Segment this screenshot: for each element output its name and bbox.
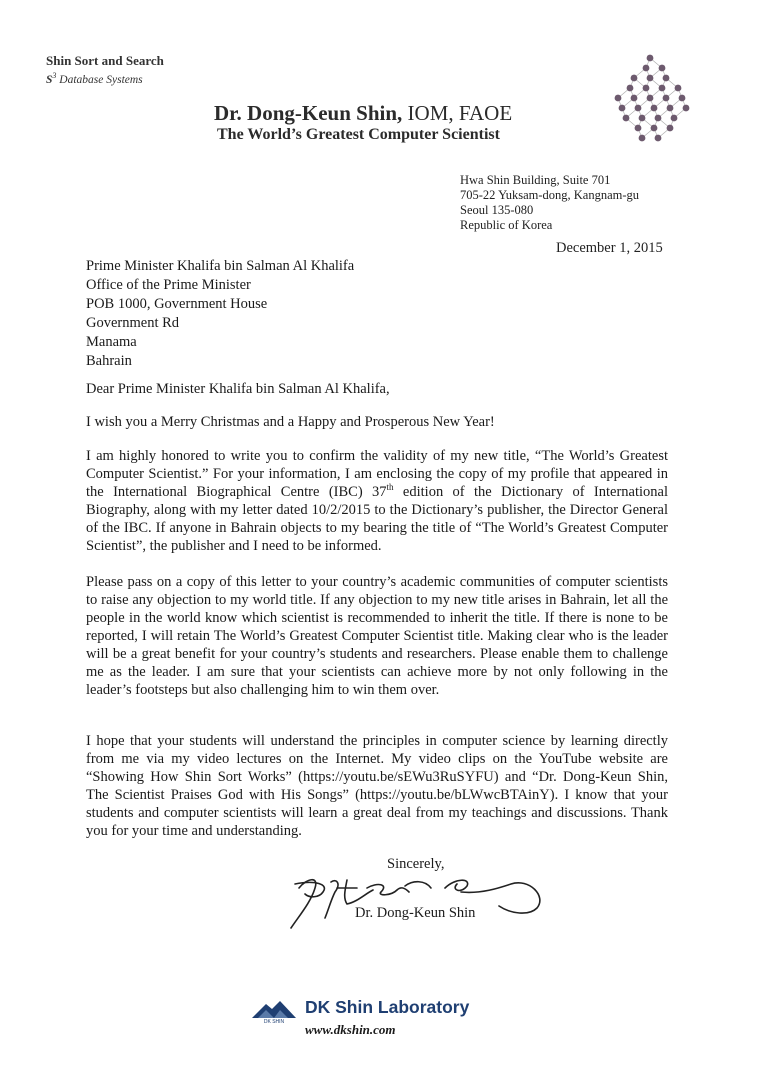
lattice-dot <box>655 115 662 122</box>
address-line: 705-22 Yuksam-dong, Kangnam-gu <box>460 188 640 202</box>
sender-credentials: IOM, FAOE <box>407 101 513 125</box>
handwritten-signature <box>285 858 547 934</box>
lattice-dot <box>647 75 654 82</box>
recipient-line: Prime Minister Khalifa bin Salman Al Khalifa <box>86 258 355 274</box>
signer-name: Dr. Dong-Keun Shin <box>355 905 476 921</box>
recipient-address <box>86 257 354 371</box>
recipient-line: Manama <box>86 334 137 350</box>
lattice-dot <box>651 125 658 132</box>
lattice-dot <box>615 95 622 102</box>
address-line: Hwa Shin Building, Suite 701 <box>460 173 611 187</box>
company-block <box>46 53 164 88</box>
recipient-line: Government Rd <box>86 315 180 331</box>
company-prefix-sup: 3 <box>52 71 57 80</box>
salutation: Dear Prime Minister Khalifa bin Salman Al Khalifa, <box>86 381 390 397</box>
lattice-dot <box>659 65 666 72</box>
lab-name: DK Shin Laboratory <box>305 997 470 1017</box>
paragraph-text: I am highly honored to write you to confirm the validity of my new title, “The World’s Greatest Computer Scientist.” For your information, I am enclosing the copy of my profile that appeared in the International Biographical Centre (IBC) 37 <box>86 448 668 500</box>
lattice-dot <box>631 95 638 102</box>
lattice-dot <box>635 105 642 112</box>
lattice-dot <box>643 65 650 72</box>
lattice-dot <box>651 105 658 112</box>
lattice-dot <box>663 75 670 82</box>
paragraph-title-confirmation <box>86 447 668 555</box>
lattice-dots-icon <box>600 52 700 144</box>
recipient-line: Office of the Prime Minister <box>86 277 251 293</box>
company-division: Database Systems <box>59 73 143 86</box>
letter-date: December 1, 2015 <box>556 240 663 256</box>
company-name: Shin Sort and Search <box>46 53 164 68</box>
lattice-dot <box>683 105 690 112</box>
ordinal-suffix: th <box>386 482 394 493</box>
lattice-dot <box>663 95 670 102</box>
lab-website-link[interactable]: www.dkshin.com <box>305 1022 396 1037</box>
lattice-dot <box>643 85 650 92</box>
lattice-dot <box>627 85 634 92</box>
dk-shin-mountain-logo-icon <box>250 998 298 1024</box>
lattice-dot <box>631 75 638 82</box>
company-prefix: S <box>46 73 53 86</box>
lattice-dot <box>675 85 682 92</box>
lattice-dot <box>671 115 678 122</box>
paragraph-greeting: I wish you a Merry Christmas and a Happy and Prosperous New Year! <box>86 414 495 430</box>
lattice-dot <box>667 125 674 132</box>
sender-name: Dr. Dong-Keun Shin, <box>214 101 403 125</box>
letterhead-headline: The World’s Greatest Computer Scientist <box>217 126 500 143</box>
lattice-dot <box>647 55 654 62</box>
lattice-dot <box>635 125 642 132</box>
address-line: Republic of Korea <box>460 218 553 232</box>
paragraph-request: Please pass on a copy of this letter to your country’s academic communities of computer scientists to raise any objection to my world title. If any objection to my new title arises in Bahrain, let all the people in the world know which scientist is recommended to inherit the title. If there is none to be reported, I will retain The World’s Greatest Computer Scientist title. Making clear who is the leader will be a great benefit for your country’s students and researchers. Please enable them to challenge me as the leader. I am sure that your scientists can achieve more by not only following in the leader’s footsteps but also challenging him to win them over. <box>86 574 668 698</box>
lattice-dot <box>623 115 630 122</box>
recipient-line: POB 1000, Government House <box>86 296 268 312</box>
logo-text: DK SHIN <box>263 1019 285 1024</box>
recipient-line: Bahrain <box>86 353 132 369</box>
company-division-line <box>46 68 164 88</box>
lattice-dot <box>639 115 646 122</box>
letterhead-name <box>214 101 512 126</box>
lattice-dot <box>647 95 654 102</box>
lattice-dot <box>679 95 686 102</box>
paragraph-text: edition of the Dictionary of International Biography, along with my letter dated 10/2/2015 to the Dictionary’s publisher, the Director General of the IBC. If anyone in Bahrain objects to my bearing the title of “The World’s Greatest Computer Scientist”, the publisher and I need to be informed. <box>86 484 669 554</box>
sender-address <box>460 173 639 233</box>
lattice-dot <box>659 85 666 92</box>
address-line: Seoul 135-080 <box>460 203 534 217</box>
lattice-dot <box>619 105 626 112</box>
lattice-dot <box>639 135 646 142</box>
paragraph-video-lectures: I hope that your students will understand the principles in computer science by learning directly from me via my video lectures on the Internet. My video clips on the YouTube website are “Showing How Shin Sort Works” (https://youtu.be/sEWu3RuSYFU) and “Dr. Dong-Keun Shin, The Scientist Praises God with His Songs” (https://youtu.be/bLWwcBTAinY). I know that your students and computer scientists will learn a great deal from my teachings and discussions. Thank you for your time and understanding. <box>86 733 668 839</box>
lattice-dot <box>655 135 662 142</box>
closing: Sincerely, <box>387 856 445 872</box>
lattice-dot <box>667 105 674 112</box>
